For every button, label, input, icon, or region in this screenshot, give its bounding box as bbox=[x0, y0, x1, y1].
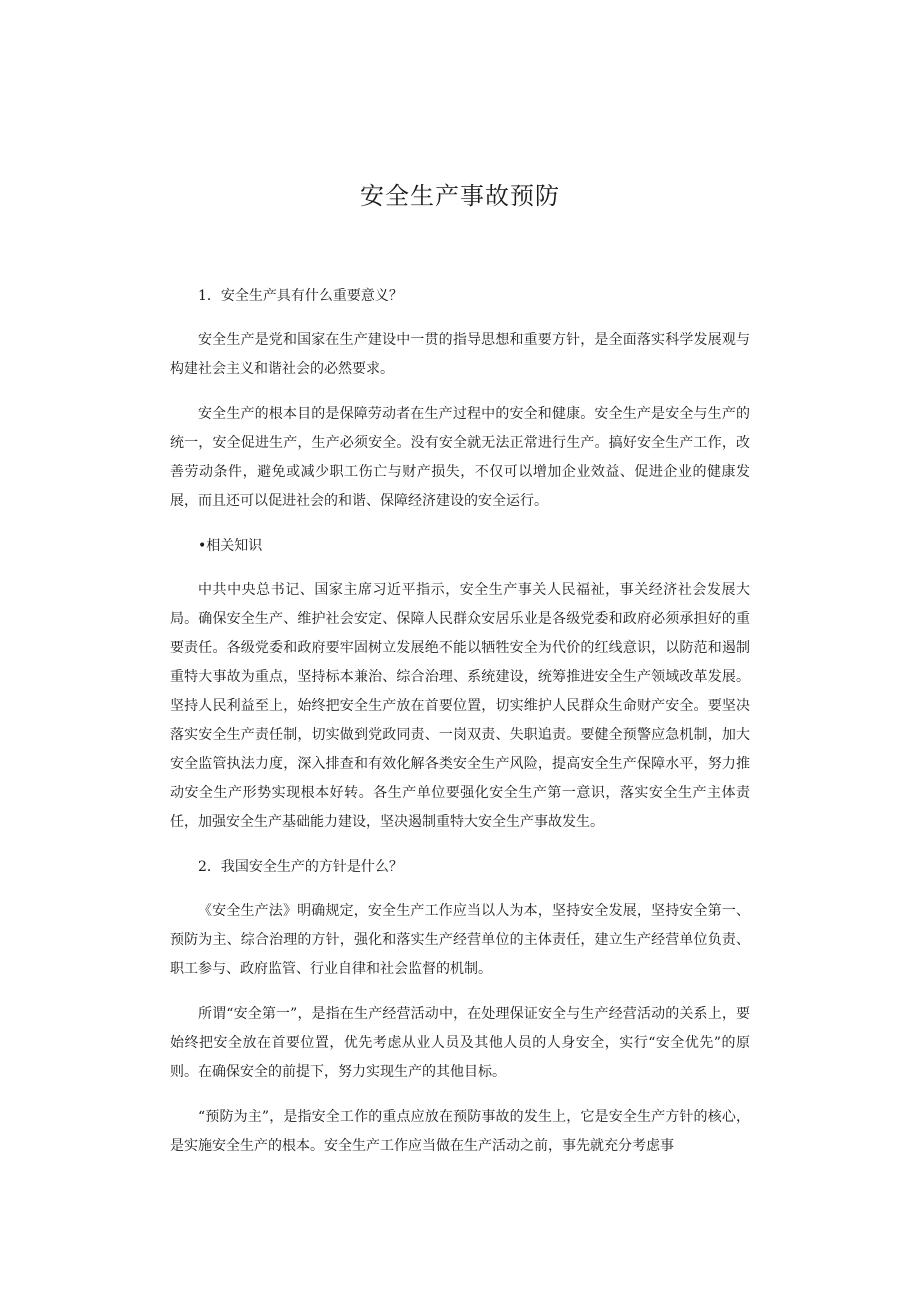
related-knowledge-heading: •相关知识 bbox=[198, 538, 263, 554]
section-heading-1: 1．安全生产具有什么重要意义？ bbox=[198, 288, 403, 304]
paragraph: 中共中央总书记、国家主席习近平指示，安全生产事关人民福祉，事关经济社会发展大局。确保安全生产、维护社会安定、保障人民群众安居乐业是各级党委和政府必须承担好的重要责任。各级党委和政府要牢固树立发展绝不能以牺牲安全为代价的红线意识，以防范和遏制重特大事故为重点，坚持标本兼治、综合治理、系统建设，统筹推进安全生产领域改革发展。坚持人民利益至上，始终把安全生产放在首要位置，切实维护人民群众生命财产安全。要坚决落实安全生产责任制，切实做到党政同责、一岗双责、失职追责。要健全预警应急机制，加大安全监管执法力度，深入排查和有效化解各类安全生产风险，提高安全生产保障水平，努力推动安全生产形势实现根本好转。各生产单位要强化安全生产第一意识，落实安全生产主体责任，加强安全生产基础能力建设，坚决遏制重特大安全生产事故发生。 bbox=[170, 582, 750, 830]
paragraph: 安全生产的根本目的是保障劳动者在生产过程中的安全和健康。安全生产是安全与生产的统一，安全促进生产，生产必须安全。没有安全就无法正常进行生产。搞好安全生产工作，改善劳动条件，避免或减少职工伤亡与财产损失，不仅可以增加企业效益、促进企业的健康发展，而且还可以促进社会的和谐、保障经济建设的安全运行。 bbox=[170, 406, 750, 509]
paragraph: 《安全生产法》明确规定，安全生产工作应当以人为本，坚持安全发展，坚持安全第一、预防为主、综合治理的方针，强化和落实生产经营单位的主体责任，建立生产经营单位负责、职工参与、政府监管、行业自律和社会监督的机制。 bbox=[170, 903, 750, 977]
paragraph: 安全生产是党和国家在生产建设中一贯的指导思想和重要方针，是全面落实科学发展观与构建社会主义和谐社会的必然要求。 bbox=[170, 332, 750, 377]
document-body bbox=[170, 282, 750, 1177]
section-heading-2: 2．我国安全生产的方针是什么？ bbox=[198, 859, 403, 875]
paragraph: 所谓“安全第一”，是指在生产经营活动中，在处理保证安全与生产经营活动的关系上，要始终把安全放在首要位置，优先考虑从业人员及其他人员的人身安全，实行“安全优先”的原则。在确保安全的前提下，努力实现生产的其他目标。 bbox=[170, 1006, 750, 1080]
paragraph: “预防为主”，是指安全工作的重点应放在预防事故的发生上，它是安全生产方针的核心，是实施安全生产的根本。安全生产工作应当做在生产活动之前，事先就充分考虑事 bbox=[170, 1109, 750, 1154]
document-title: 安全生产事故预防 bbox=[360, 182, 560, 210]
